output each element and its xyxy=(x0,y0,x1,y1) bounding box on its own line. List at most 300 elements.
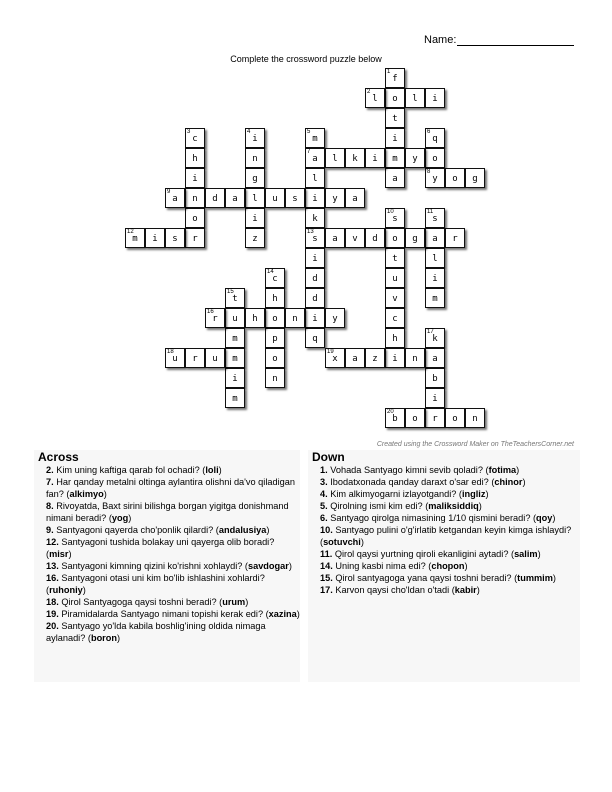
clue-answer: xazina xyxy=(268,609,297,619)
grid-cell[interactable] xyxy=(185,228,205,248)
down-clues xyxy=(312,451,574,596)
cell-letter: d xyxy=(312,294,318,304)
clue-text: Santyago pulini o'g'irlatib ketgandan keyin kimga ishlaydi? ( xyxy=(320,525,572,547)
page-title: Complete the crossword puzzle below xyxy=(230,54,382,64)
clue-number: 14 xyxy=(267,269,274,275)
clue-text: Kim alkimyogarni izlayotgandi? ( xyxy=(327,489,462,499)
cell-letter: p xyxy=(272,334,278,344)
grid-cell[interactable] xyxy=(265,268,285,288)
grid-cell[interactable] xyxy=(385,268,405,288)
clue-text: Kim uning kaftiga qarab fol ochadi? ( xyxy=(53,465,206,475)
clue-number: 13 xyxy=(307,229,314,235)
clue-answer: chinor xyxy=(494,477,523,487)
clue-text: Santyago qirolga nimasining 1/10 qismini beradi? ( xyxy=(327,513,537,523)
cell-letter: u xyxy=(272,194,278,204)
across-clue: 13. Santyagoni kimning qizini ko'rishni xohlaydi? (savdogar) xyxy=(46,561,292,571)
clue-text: Qirol santyagoga yana qaysi toshni beradi? ( xyxy=(332,573,518,583)
cell-letter: i xyxy=(432,94,438,104)
grid-cell[interactable] xyxy=(225,388,245,408)
grid-cell[interactable] xyxy=(385,148,405,168)
cell-letter: r xyxy=(452,234,458,244)
cell-letter: g xyxy=(412,234,418,244)
clue-number: 1 xyxy=(387,69,391,75)
grid-cell[interactable] xyxy=(265,348,285,368)
clue-answer: ingliz xyxy=(461,489,486,499)
clue-num: 6. xyxy=(320,513,328,523)
down-clue: 10. Santyago pulini o'g'irlatib ketgandan keyin kimga ishlaydi? (sotuvchi) xyxy=(320,525,572,547)
clue-answer: fotima xyxy=(488,465,517,475)
cell-letter: b xyxy=(392,414,398,424)
grid-cell[interactable] xyxy=(185,348,205,368)
grid-cell[interactable] xyxy=(345,348,365,368)
clue-answer: loli xyxy=(205,465,219,475)
grid-cell[interactable] xyxy=(445,228,465,248)
grid-cell[interactable] xyxy=(125,228,145,248)
clue-answer: salim xyxy=(514,549,538,559)
clue-num: 14. xyxy=(320,561,333,571)
clue-number: 3 xyxy=(187,129,191,135)
cell-letter: h xyxy=(252,314,258,324)
cell-letter: l xyxy=(432,254,438,264)
grid-cell[interactable] xyxy=(305,268,325,288)
grid-cell[interactable] xyxy=(425,88,445,108)
cell-letter: k xyxy=(352,154,358,164)
grid-cell[interactable] xyxy=(165,188,185,208)
cell-letter: n xyxy=(472,414,478,424)
cell-letter: y xyxy=(332,314,338,324)
cell-letter: l xyxy=(312,174,318,184)
cell-letter: q xyxy=(312,334,318,344)
clue-answer: sotuvchi xyxy=(323,537,361,547)
cell-letter: o xyxy=(412,414,418,424)
clue-number: 20 xyxy=(387,409,394,415)
clue-answer: ruhoniy xyxy=(49,585,83,595)
cell-letter: m xyxy=(312,134,318,144)
across-clues xyxy=(38,451,300,644)
cell-letter: s xyxy=(432,214,438,224)
grid-cell[interactable] xyxy=(465,408,485,428)
clue-number: 16 xyxy=(207,309,214,315)
cell-letter: a xyxy=(332,234,338,244)
down-clue: 3. Ibodatxonada qanday daraxt o'sar edi? (chinor) xyxy=(320,477,526,487)
cell-letter: o xyxy=(192,214,198,224)
cell-letter: i xyxy=(232,374,238,384)
grid-cell[interactable] xyxy=(225,308,245,328)
grid-cell[interactable] xyxy=(225,368,245,388)
grid-cell[interactable] xyxy=(265,288,285,308)
cell-letter: h xyxy=(272,294,278,304)
grid-cell[interactable] xyxy=(245,168,265,188)
grid-cell[interactable] xyxy=(225,288,245,308)
cell-letter: t xyxy=(392,114,398,124)
clue-text: Santyagoni otasi uni kim bo'lib ishlashini xohlardi? ( xyxy=(46,573,265,595)
grid-cell[interactable] xyxy=(385,288,405,308)
grid-cell[interactable] xyxy=(425,128,445,148)
cell-letter: a xyxy=(352,354,358,364)
cell-letter: i xyxy=(392,134,398,144)
grid-cell[interactable] xyxy=(165,348,185,368)
cell-letter: o xyxy=(272,354,278,364)
grid-cell[interactable] xyxy=(185,208,205,228)
cell-letter: a xyxy=(352,194,358,204)
clue-number: 18 xyxy=(167,349,174,355)
cell-letter: c xyxy=(392,314,398,324)
cell-letter: s xyxy=(392,214,398,224)
cell-letter: r xyxy=(192,234,198,244)
cell-letter: i xyxy=(312,314,318,324)
cell-letter: i xyxy=(252,214,258,224)
cell-letter: m xyxy=(232,354,238,364)
cell-letter: n xyxy=(292,314,298,324)
clue-num: 9. xyxy=(46,525,54,535)
clue-num: 3. xyxy=(320,477,328,487)
cell-letter: s xyxy=(172,234,178,244)
across-clue-list xyxy=(38,464,300,644)
grid-cell[interactable] xyxy=(245,228,265,248)
cell-letter: i xyxy=(392,354,398,364)
clue-text: Rivoyatda, Baxt sirini bilishga borgan yigitga donishmand nimani beradi? ( xyxy=(46,501,289,523)
grid-cell[interactable] xyxy=(305,208,325,228)
clue-answer: alkimyo xyxy=(69,489,104,499)
grid-cell[interactable] xyxy=(265,188,285,208)
clue-num: 2. xyxy=(46,465,54,475)
clue-text: Santyagoni qayerda cho'ponlik qilardi? ( xyxy=(53,525,219,535)
grid-cell[interactable] xyxy=(305,228,325,248)
clue-num: 8. xyxy=(46,501,54,511)
grid-cell[interactable] xyxy=(165,228,185,248)
grid-cell[interactable] xyxy=(225,348,245,368)
clue-num: 11. xyxy=(320,549,333,559)
grid-cell[interactable] xyxy=(185,188,205,208)
cell-letter: r xyxy=(432,414,438,424)
cell-letter: m xyxy=(232,334,238,344)
clue-text: Ibodatxonada qanday daraxt o'sar edi? ( xyxy=(327,477,495,487)
across-clue: 9. Santyagoni qayerda cho'ponlik qilardi? (andalusiya) xyxy=(46,525,270,535)
down-clue: 11. Qirol qaysi yurtning qiroli ekanligini aytadi? (salim) xyxy=(320,549,541,559)
grid-cell[interactable] xyxy=(185,168,205,188)
across-clue: 19. Piramidalarda Santyago nimani topishi kerak edi? (xazina) xyxy=(46,609,300,619)
grid-cell[interactable] xyxy=(305,168,325,188)
grid-cell[interactable] xyxy=(345,188,365,208)
grid-cell[interactable] xyxy=(365,88,385,108)
clue-num: 20. xyxy=(46,621,59,631)
grid-cell[interactable] xyxy=(385,168,405,188)
grid-cell[interactable] xyxy=(265,308,285,328)
clue-answer: kabir xyxy=(454,585,477,595)
clue-number: 17 xyxy=(427,329,434,335)
cell-letter: g xyxy=(472,174,478,184)
clue-number: 4 xyxy=(247,129,251,135)
cell-letter: u xyxy=(212,354,218,364)
cell-letter: l xyxy=(332,154,338,164)
clue-text: Santyago yo'lda kabila boshlig'ining oldida nimaga aylanadi? ( xyxy=(46,621,266,643)
cell-letter: v xyxy=(392,294,398,304)
across-clue: 2. Kim uning kaftiga qarab fol ochadi? (loli) xyxy=(46,465,222,475)
clue-num: 12. xyxy=(46,537,59,547)
down-heading: Down xyxy=(312,450,345,464)
clue-num: 7. xyxy=(46,477,54,487)
clue-text: Vohada Santyago kimni sevib qoladi? ( xyxy=(327,465,489,475)
grid-cell[interactable] xyxy=(365,228,385,248)
grid-cell[interactable] xyxy=(385,88,405,108)
grid-cell[interactable] xyxy=(425,208,445,228)
grid-cell[interactable] xyxy=(425,268,445,288)
clue-text: Karvon qaysi cho'ldan o'tadi ( xyxy=(332,585,455,595)
grid-cell[interactable] xyxy=(305,328,325,348)
clue-text: Qirolning ismi kim edi? ( xyxy=(327,501,429,511)
cell-letter: n xyxy=(192,194,198,204)
cell-letter: n xyxy=(252,154,258,164)
grid-cell[interactable] xyxy=(245,208,265,228)
grid-cell[interactable] xyxy=(385,128,405,148)
grid-cell[interactable] xyxy=(205,188,225,208)
down-clue-list xyxy=(312,464,574,596)
cell-letter: q xyxy=(432,134,438,144)
down-clue: 4. Kim alkimyogarni izlayotgandi? (ingliz) xyxy=(320,489,489,499)
grid-cell[interactable] xyxy=(345,228,365,248)
credit-text: Created using the Crossword Maker on TheTeachersCorner.net xyxy=(376,441,574,448)
grid-cell[interactable] xyxy=(425,248,445,268)
grid-cell[interactable] xyxy=(425,328,445,348)
grid-cell[interactable] xyxy=(405,148,425,168)
cell-letter: a xyxy=(312,154,318,164)
clue-answer: misr xyxy=(49,549,69,559)
grid-cell[interactable] xyxy=(405,348,425,368)
clue-num: 5. xyxy=(320,501,328,511)
cell-letter: i xyxy=(312,254,318,264)
clue-num: 17. xyxy=(320,585,333,595)
clue-num: 15. xyxy=(320,573,333,583)
grid-cell[interactable] xyxy=(425,148,445,168)
clue-number: 10 xyxy=(387,209,394,215)
grid-cell[interactable] xyxy=(325,228,345,248)
cell-letter: o xyxy=(452,414,458,424)
grid-cell[interactable] xyxy=(365,348,385,368)
cell-letter: v xyxy=(352,234,358,244)
clue-number: 5 xyxy=(307,129,311,135)
cell-letter: i xyxy=(192,174,198,184)
clue-answer: maliksiddiq xyxy=(428,501,479,511)
grid-cell[interactable] xyxy=(465,168,485,188)
across-clue: 18. Qirol Santyagoga qaysi toshni beradi? (urum) xyxy=(46,597,249,607)
grid-cell[interactable] xyxy=(245,188,265,208)
cell-letter: s xyxy=(312,234,318,244)
grid-cell[interactable] xyxy=(325,148,345,168)
cell-letter: u xyxy=(232,314,238,324)
grid-cell[interactable] xyxy=(405,408,425,428)
grid-cell[interactable] xyxy=(185,148,205,168)
grid-cell[interactable] xyxy=(425,168,445,188)
grid-cell[interactable] xyxy=(425,228,445,248)
cell-letter: i xyxy=(252,134,258,144)
cell-letter: d xyxy=(312,274,318,284)
cell-letter: c xyxy=(272,274,278,284)
cell-letter: r xyxy=(192,354,198,364)
name-label: Name: xyxy=(424,34,457,46)
clue-number: 2 xyxy=(367,89,371,95)
clue-text: Qirol Santyagoga qaysi toshni beradi? ( xyxy=(58,597,223,607)
cell-letter: u xyxy=(172,354,178,364)
grid-cell[interactable] xyxy=(445,168,465,188)
clue-number: 9 xyxy=(167,189,171,195)
grid-cell[interactable] xyxy=(285,308,305,328)
grid-cell[interactable] xyxy=(305,188,325,208)
clue-number: 7 xyxy=(307,149,311,155)
cell-letter: d xyxy=(212,194,218,204)
cell-letter: i xyxy=(372,154,378,164)
grid-cell[interactable] xyxy=(405,88,425,108)
grid-cell[interactable] xyxy=(185,128,205,148)
grid-cell[interactable] xyxy=(305,128,325,148)
clue-number: 15 xyxy=(227,289,234,295)
cell-letter: o xyxy=(272,314,278,324)
cell-letter: m xyxy=(432,294,438,304)
grid-cell[interactable] xyxy=(205,348,225,368)
clue-num: 16. xyxy=(46,573,59,583)
grid-cell[interactable] xyxy=(385,68,405,88)
grid-cell[interactable] xyxy=(365,148,385,168)
grid-cell[interactable] xyxy=(425,388,445,408)
down-clue: 6. Santyago qirolga nimasining 1/10 qismini beradi? (qoy) xyxy=(320,513,556,523)
grid-cell[interactable] xyxy=(345,148,365,168)
cell-letter: x xyxy=(332,354,338,364)
cell-letter: y xyxy=(412,154,418,164)
grid-cell[interactable] xyxy=(405,228,425,248)
cell-letter: k xyxy=(312,214,318,224)
clue-text: Har qanday metalni oltinga aylantira olishni da'vo qiladigan fan? ( xyxy=(46,477,295,499)
cell-letter: y xyxy=(432,174,438,184)
grid-cell[interactable] xyxy=(425,348,445,368)
grid-cell[interactable] xyxy=(325,188,345,208)
grid-cell[interactable] xyxy=(325,308,345,328)
cell-letter: n xyxy=(272,374,278,384)
cell-letter: r xyxy=(212,314,218,324)
grid-cell[interactable] xyxy=(385,248,405,268)
cell-letter: h xyxy=(192,154,198,164)
grid-cell[interactable] xyxy=(225,328,245,348)
grid-cell[interactable] xyxy=(385,328,405,348)
cell-letter: y xyxy=(332,194,338,204)
clue-num: 1. xyxy=(320,465,328,475)
clue-text: Piramidalarda Santyago nimani topishi kerak edi? ( xyxy=(58,609,269,619)
cell-letter: l xyxy=(372,94,378,104)
grid-cell[interactable] xyxy=(245,148,265,168)
grid-cell[interactable] xyxy=(305,248,325,268)
clue-text: Uning kasbi nima edi? ( xyxy=(332,561,432,571)
cell-letter: c xyxy=(192,134,198,144)
clue-number: 12 xyxy=(127,229,134,235)
cell-letter: o xyxy=(432,154,438,164)
cell-letter: s xyxy=(292,194,298,204)
clue-answer: boron xyxy=(90,633,117,643)
clue-text: Qirol qaysi yurtning qiroli ekanligini aytadi? ( xyxy=(332,549,515,559)
grid-cell[interactable] xyxy=(245,308,265,328)
cell-letter: f xyxy=(392,74,398,84)
grid-cell[interactable] xyxy=(225,188,245,208)
grid-cell[interactable] xyxy=(385,348,405,368)
clue-num: 10. xyxy=(320,525,333,535)
grid-cell[interactable] xyxy=(305,288,325,308)
across-clue: 8. Rivoyatda, Baxt sirini bilishga borgan yigitga donishmand nimani beradi? (yog) xyxy=(46,501,289,523)
grid-cell[interactable] xyxy=(385,228,405,248)
cell-letter: n xyxy=(412,354,418,364)
down-clue: 14. Uning kasbi nima edi? (chopon) xyxy=(320,561,468,571)
down-clue: 1. Vohada Santyago kimni sevib qoladi? (fotima) xyxy=(320,465,520,475)
across-clue: 16. Santyagoni otasi uni kim bo'lib ishlashini xohlardi? (ruhoniy) xyxy=(46,573,265,595)
cell-letter: h xyxy=(392,334,398,344)
clue-text: Santyagoni kimning qizini ko'rishni xohlaydi? ( xyxy=(58,561,248,571)
grid-cell[interactable] xyxy=(245,128,265,148)
cell-letter: a xyxy=(172,194,178,204)
clue-num: 13. xyxy=(46,561,59,571)
cell-letter: o xyxy=(392,94,398,104)
grid-cell[interactable] xyxy=(445,408,465,428)
clue-answer: savdogar xyxy=(247,561,289,571)
grid-cell[interactable] xyxy=(385,308,405,328)
clue-num: 19. xyxy=(46,609,59,619)
grid-cell[interactable] xyxy=(425,408,445,428)
cell-letter: a xyxy=(432,234,438,244)
cell-letter: i xyxy=(312,194,318,204)
down-clue: 15. Qirol santyagoga yana qaysi toshni beradi? (tummim) xyxy=(320,573,556,583)
clue-num: 18. xyxy=(46,597,59,607)
grid-cell[interactable] xyxy=(145,228,165,248)
clue-number: 6 xyxy=(427,129,431,135)
grid-cell[interactable] xyxy=(425,288,445,308)
clue-answer: urum xyxy=(222,597,246,607)
grid-cell[interactable] xyxy=(325,348,345,368)
cell-letter: g xyxy=(252,174,258,184)
clue-answer: chopon xyxy=(431,561,465,571)
grid-cell[interactable] xyxy=(285,188,305,208)
cell-letter: a xyxy=(232,194,238,204)
across-heading: Across xyxy=(38,450,79,464)
grid-cell[interactable] xyxy=(265,328,285,348)
cell-letter: d xyxy=(372,234,378,244)
cell-letter: z xyxy=(252,234,258,244)
cell-letter: o xyxy=(452,174,458,184)
clue-number: 11 xyxy=(427,209,434,215)
down-clue: 17. Karvon qaysi cho'ldan o'tadi (kabir) xyxy=(320,585,480,595)
grid-cell[interactable] xyxy=(305,148,325,168)
cell-letter: a xyxy=(432,354,438,364)
cell-letter: m xyxy=(232,394,238,404)
grid-cell[interactable] xyxy=(385,208,405,228)
down-clue: 5. Qirolning ismi kim edi? (maliksiddiq) xyxy=(320,501,482,511)
grid-cell[interactable] xyxy=(305,308,325,328)
cell-letter: k xyxy=(432,334,438,344)
grid-cell[interactable] xyxy=(265,368,285,388)
grid-cell[interactable] xyxy=(385,108,405,128)
cell-letter: i xyxy=(432,394,438,404)
cell-letter: i xyxy=(432,274,438,284)
cell-letter: t xyxy=(392,254,398,264)
across-clue: 12. Santyagoni tushida bolakay uni qayerga olib boradi? (misr) xyxy=(46,537,275,559)
cell-letter: a xyxy=(392,174,398,184)
across-clue: 20. Santyago yo'lda kabila boshlig'ining oldida nimaga aylanadi? (boron) xyxy=(46,621,266,643)
grid-cell[interactable] xyxy=(425,368,445,388)
cell-letter: l xyxy=(252,194,258,204)
cell-letter: b xyxy=(432,374,438,384)
grid-cell[interactable] xyxy=(205,308,225,328)
cell-letter: u xyxy=(392,274,398,284)
clue-answer: qoy xyxy=(536,513,553,523)
cell-letter: o xyxy=(392,234,398,244)
cell-letter: m xyxy=(392,154,398,164)
grid-cell[interactable] xyxy=(385,408,405,428)
clue-number: 8 xyxy=(427,169,431,175)
clue-answer: andalusiya xyxy=(218,525,267,535)
